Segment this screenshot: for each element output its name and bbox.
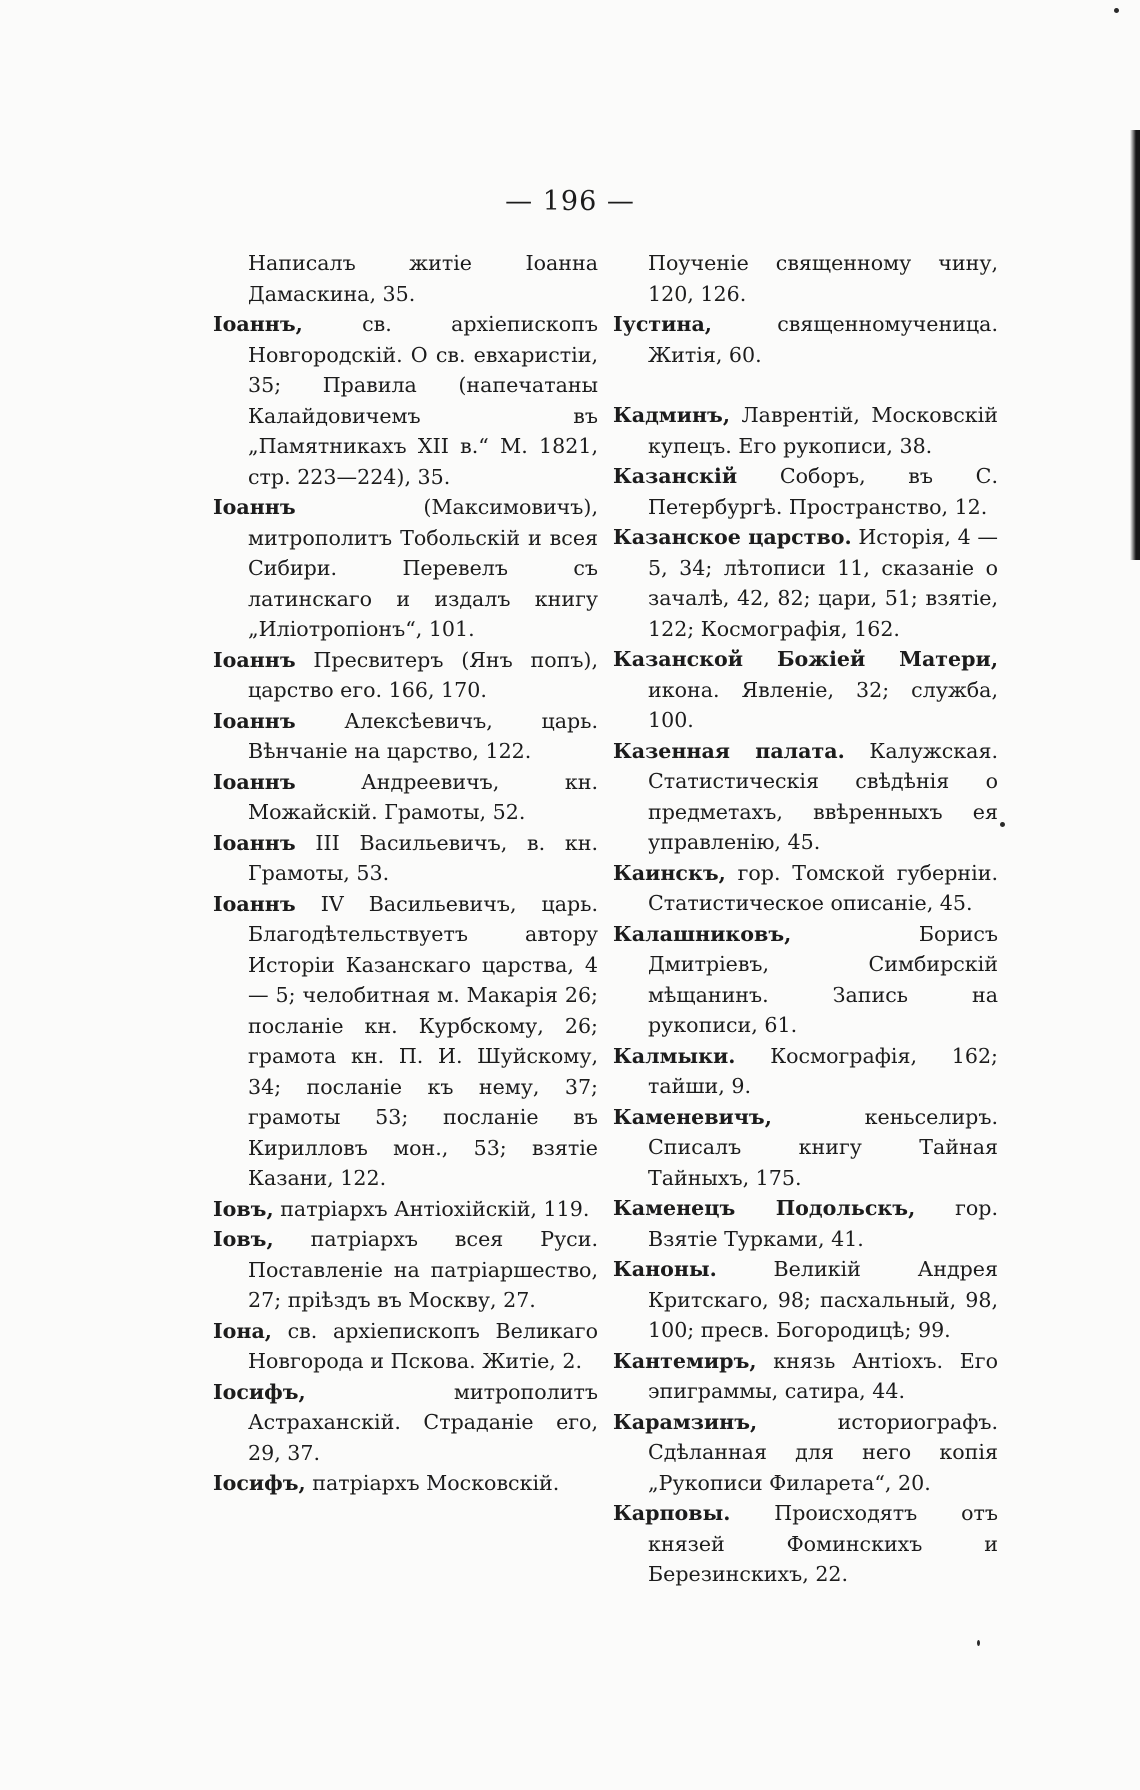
entry-headword: Каменевичъ, [613, 1104, 772, 1129]
index-entry [613, 1346, 998, 1407]
speck [1000, 822, 1005, 827]
entry-text: Исторія, 4 — 5, 34; лѣтописи 11, сказаніе о зачалѣ, 42, 82; цари, 51; взятіе, 122; Космографія, 162. [648, 525, 998, 641]
index-entry [213, 706, 598, 767]
entry-text: гор. Взятіе Турками, 41. [648, 1196, 999, 1251]
entry-headword: Іоаннъ [213, 708, 296, 733]
entry-text: св. архіепископъ Великаго Новгорода и Пскова. Житіе, 2. [248, 1318, 598, 1373]
entry-headword: Каинскъ, [613, 860, 726, 885]
index-entry [213, 248, 598, 309]
entry-headword: Іона, [213, 1318, 272, 1343]
index-entry [213, 1377, 598, 1469]
index-entry [613, 522, 998, 644]
entry-headword: Казанской Божіей Матери, [613, 647, 998, 671]
entry-headword: Каноны. [613, 1257, 717, 1281]
index-entry [613, 309, 998, 370]
entry-text: Происходятъ отъ князей Фоминскихъ и Березинскихъ, 22. [648, 1501, 998, 1586]
entry-headword: Калмыки. [613, 1043, 736, 1068]
entry-text: Борисъ Дмитріевъ, Симбирскій мѣщанинъ. Запись на рукописи, 61. [648, 921, 998, 1037]
entry-headword: Калашниковъ, [613, 921, 792, 946]
entry-text: патріархъ Московскій. [305, 1471, 560, 1495]
index-entry [213, 1468, 598, 1499]
index-entry [213, 889, 598, 1194]
left-column [213, 248, 598, 1499]
index-entry [613, 1102, 998, 1194]
entry-text: III Васильевичъ, в. кн. Грамоты, 53. [248, 830, 598, 885]
entry-text: гор. Томской губерніи. Статистическое описаніе, 45. [648, 860, 998, 915]
entry-text: Алексѣевичъ, царь. Вѣнчаніе на царство, 122. [248, 708, 598, 763]
index-entry [613, 1193, 998, 1254]
entry-text: кеньселиръ. Списалъ книгу Тайная Тайныхъ, 175. [648, 1104, 998, 1190]
index-entry [613, 1041, 998, 1102]
entry-headword: Іосифъ, [213, 1379, 306, 1404]
entry-headword: Іоаннъ [213, 647, 296, 672]
entry-headword: Іосифъ, [213, 1471, 306, 1495]
entry-text: Великій Андрея Критскаго, 98; пасхальный, 98, 100; пресв. Богородицѣ; 99. [648, 1257, 998, 1342]
entry-text: Лаврентій, Московскій купецъ. Его рукописи, 38. [648, 403, 998, 458]
entry-headword: Іоаннъ [213, 891, 296, 916]
index-entry [213, 645, 598, 706]
entry-text: Калужская. Статистическія свѣдѣнія о предметахъ, ввѣренныхъ ея управленію, 45. [648, 738, 998, 854]
entry-headword: Казенная палата. [613, 738, 845, 763]
entry-text: патріархъ всея Руси. Поставленіе на патріаршество, 27; пріѣздъ въ Москву, 27. [248, 1227, 598, 1312]
index-entry [613, 1254, 998, 1346]
index-entry [213, 309, 598, 492]
entry-headword: Каменецъ Подольскъ, [613, 1196, 916, 1220]
entry-headword: Карамзинъ, [613, 1409, 758, 1434]
index-entry [613, 400, 998, 461]
entry-text: Соборъ, въ С. Петербургѣ. Пространство, 12. [648, 464, 998, 519]
entry-headword: Карповы. [613, 1501, 731, 1525]
index-entry [213, 1316, 598, 1377]
index-entry [613, 858, 998, 919]
index-entry [213, 1194, 598, 1225]
entry-text: патріархъ Антіохійскій, 119. [273, 1196, 590, 1221]
speck [1114, 8, 1119, 13]
entry-headword: Кантемиръ, [613, 1348, 757, 1373]
speck [977, 1640, 980, 1646]
index-entry [613, 248, 998, 309]
index-entry [613, 644, 998, 736]
entry-headword: Іовъ, [213, 1227, 274, 1251]
entry-headword: Іоаннъ [213, 495, 296, 519]
entry-headword: Казанское царство. [613, 525, 852, 549]
entry-headword: Іоаннъ [213, 769, 296, 794]
page-edge-shadow [1130, 130, 1140, 560]
entry-text: князь Антіохъ. Его эпиграммы, сатира, 44. [648, 1348, 998, 1403]
right-column [613, 248, 998, 1590]
index-entry [613, 1498, 998, 1590]
index-entry [213, 492, 598, 645]
entry-text: икона. Явленіе, 32; служба, 100. [648, 677, 998, 732]
entry-text: Пресвитеръ (Янъ попъ), царство его. 166, 170. [248, 647, 598, 702]
entry-text: митрополитъ Астраханскій. Страданіе его, 29, 37. [248, 1379, 598, 1465]
entry-text: священномученица. Житія, 60. [648, 312, 998, 367]
entry-headword: Кадминъ, [613, 403, 731, 427]
entry-text: Написалъ житіе Іоанна Дамаскина, 35. [248, 251, 598, 306]
index-entry [213, 828, 598, 889]
entry-headword: Іоаннъ, [213, 312, 303, 336]
entry-headword: Іовъ, [213, 1196, 274, 1221]
entry-text: историографъ. Сдѣланная для него копія „Рукописи Филарета“, 20. [648, 1409, 998, 1495]
entry-headword: Іустина, [613, 312, 712, 336]
entry-text: Поученіе священному чину, 120, 126. [648, 251, 998, 306]
entry-headword: Казанскій [613, 464, 738, 488]
entry-headword: Іоаннъ [213, 830, 296, 855]
index-entry [613, 919, 998, 1041]
entry-text: IV Васильевичъ, царь. Благодѣтельствуетъ автору Исторіи Казанскаго царства, 4 — 5; челобитная м. Макарія 26; посланіе кн. Курбскому, 26; грамота кн. П. И. Шуйскому, 34; посланіе къ нему, 37; грамоты 53; посланіе въ Кирилловъ мон., 53; взятіе Казани, 122. [248, 891, 598, 1190]
index-entry [213, 1224, 598, 1316]
index-entry [613, 461, 998, 522]
entry-text: Андреевичъ, кн. Можайскій. Грамоты, 52. [248, 769, 598, 824]
index-entry [213, 767, 598, 828]
entry-text: (Максимовичъ), митрополитъ Тобольскій и всея Сибири. Перевелъ съ латинскаго и издалъ книгу „Иліотропіонъ“, 101. [248, 495, 598, 641]
entry-text: св. архіепископъ Новгородскій. О св. евхаристіи, 35; Правила (напечатаны Калайдовичемъ въ „Памятникахъ XII в.“ М. 1821, стр. 223—224), 35. [248, 312, 598, 489]
entry-text: Космографія, 162; тайши, 9. [648, 1043, 998, 1098]
index-entry [613, 736, 998, 858]
index-entry [613, 1407, 998, 1499]
page-number: — 196 — [505, 186, 635, 217]
